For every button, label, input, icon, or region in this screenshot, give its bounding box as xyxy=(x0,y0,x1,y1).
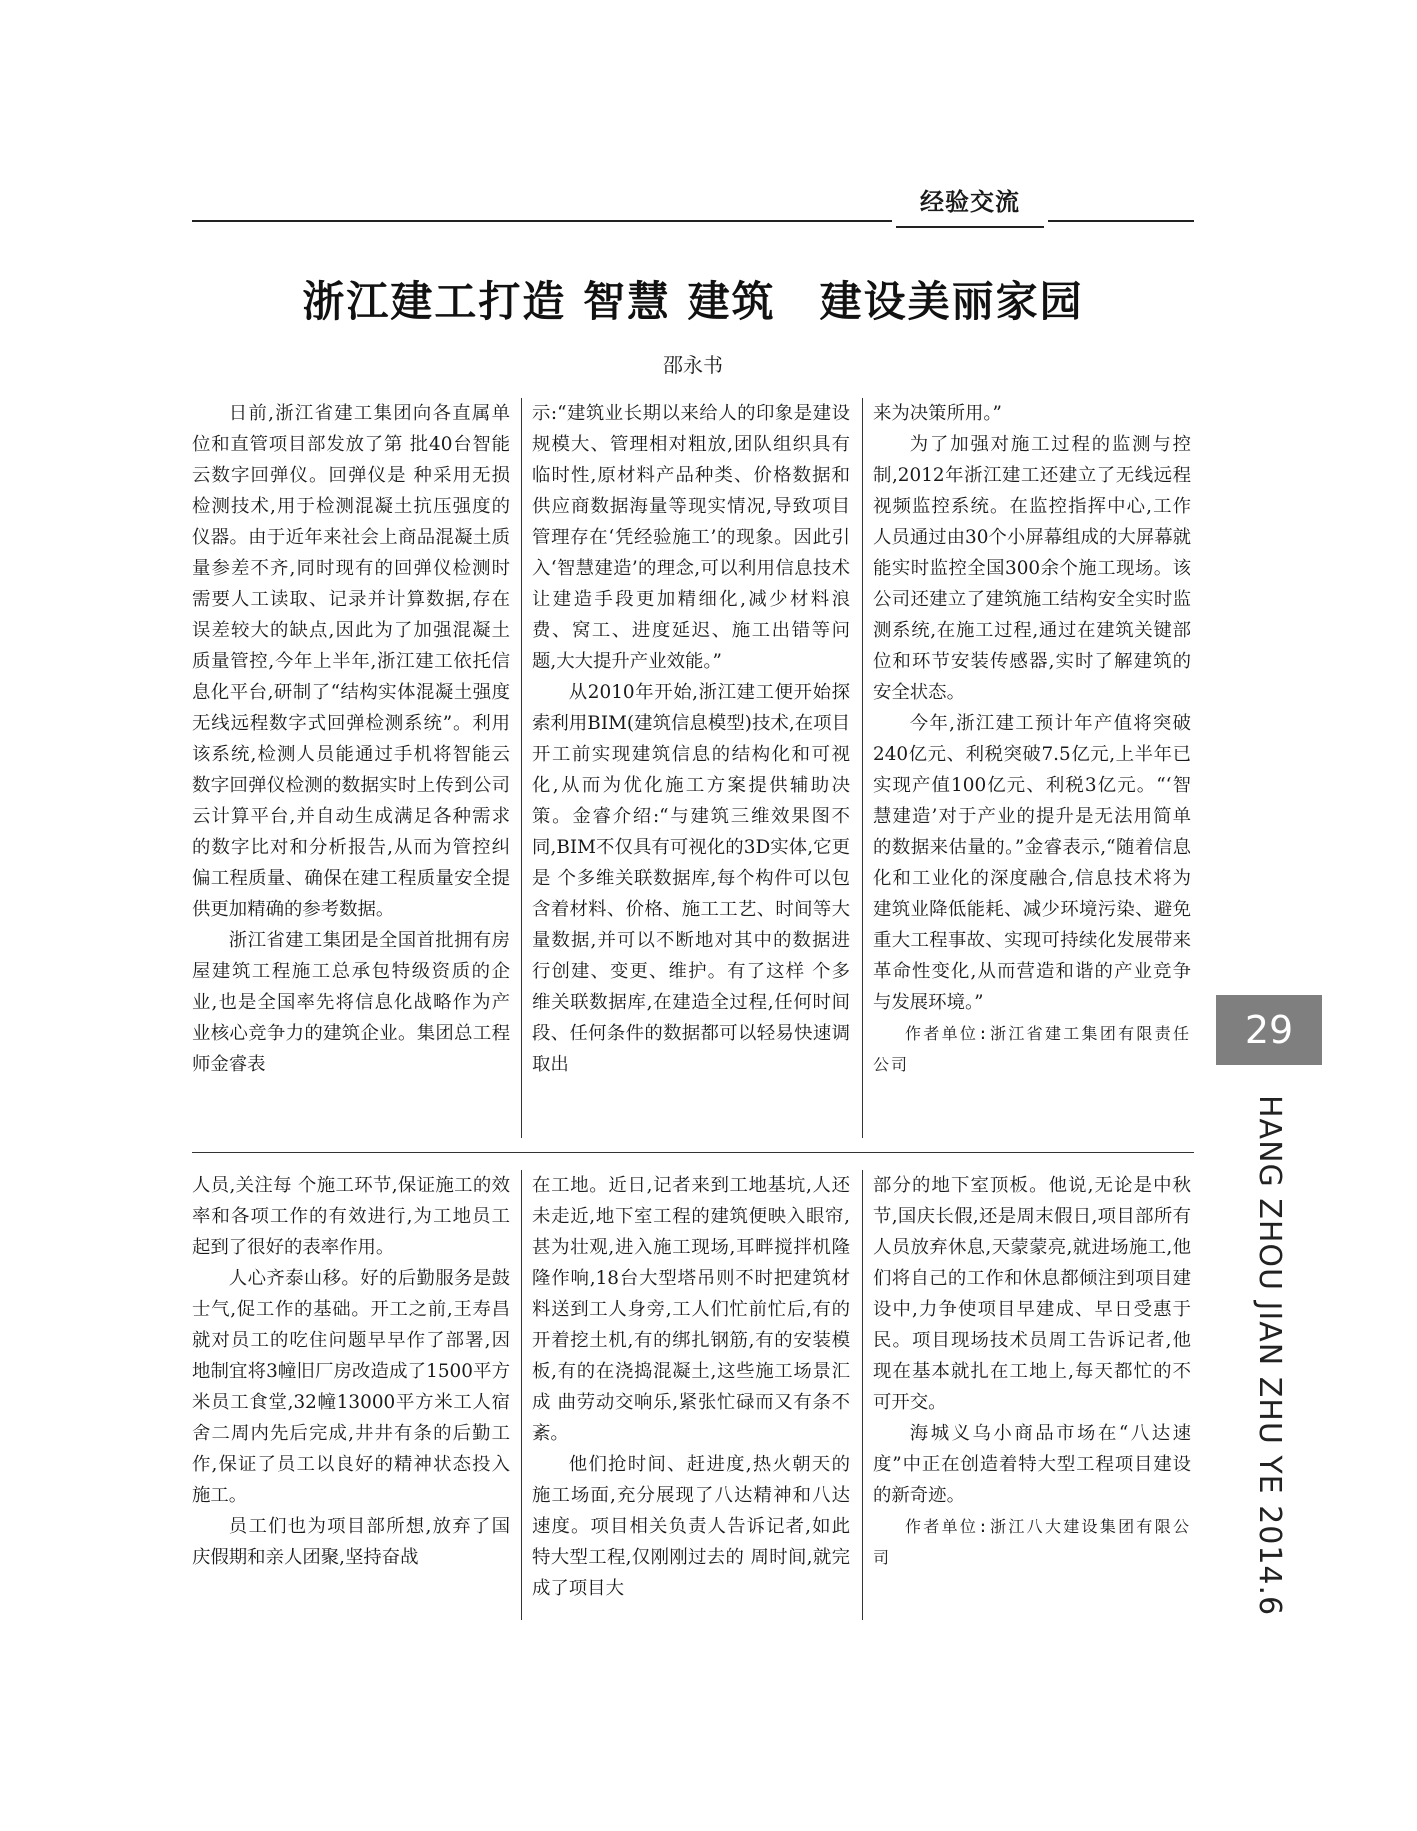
article1-column-1 xyxy=(192,398,510,1138)
paragraph: 示:“建筑业长期以来给人的印象是建设规模大、管理相对粗放,团队组织具有临时性,原材料产品种类、价格数据和供应商数据海量等现实情况,导致项目管理存在‘凭经验施工’的现象。因此引入‘智慧建造’的理念,可以利用信息技术让建造手段更加精细化,减少材料浪费、窝工、进度延迟、施工出错等问题,大大提升产业效能。” xyxy=(532,403,850,672)
column-divider xyxy=(862,1170,863,1620)
paragraph: 日前,浙江省建工集团向各直属单位和直管项目部发放了第 批40台智能云数字回弹仪。回弹仪是 种采用无损检测技术,用于检测混凝土抗压强度的仪器。由于近年来社会上商品混凝土质量参差不齐,同时现有的回弹仪检测时需要人工读取、记录并计算数据,存在误差较大的缺点,因此为了加强混凝土质量管控,今年上半年,浙江建工依托信息化平台,研制了“结构实体混凝土强度无线远程数字式回弹检测系统”。利用该系统,检测人员能通过手机将智能云数字回弹仪检测的数据实时上传到公司云计算平台,并自动生成满足各种需求的数字比对和分析报告,从而为管控纠偏工程质量、确保在建工程质量安全提供更加精确的参考数据。 xyxy=(192,403,510,920)
paragraph: 部分的地下室顶板。他说,无论是中秋节,国庆长假,还是周末假日,项目部所有人员放弃休息,天蒙蒙亮,就进场施工,他们将自己的工作和休息都倾注到项目建设中,力争使项目早建成、早日受惠于民。项目现场技术员周工告诉记者,他现在基本就扎在工地上,每天都忙的不可开交。 xyxy=(873,1175,1191,1413)
paragraph: 他们抢时间、赶进度,热火朝天的施工场面,充分展现了八达精神和八达速度。项目相关负责人告诉记者,如此特大型工程,仅刚刚过去的 周时间,就完成了项目大 xyxy=(532,1454,850,1599)
paragraph: 人员,关注每 个施工环节,保证施工的效率和各项工作的有效进行,为工地员工起到了很好的表率作用。 xyxy=(192,1175,510,1258)
section-label: 经验交流 xyxy=(896,184,1044,228)
paragraph: 浙江省建工集团是全国首批拥有房屋建筑工程施工总承包特级资质的企业,也是全国率先将信息化战略作为产业核心竞争力的建筑企业。集团总工程师金睿表 xyxy=(192,930,510,1075)
page-number: 29 xyxy=(1216,995,1322,1065)
column-divider xyxy=(521,398,522,1138)
article2-column-2 xyxy=(532,1170,850,1620)
column-divider xyxy=(862,398,863,1138)
author-affiliation: 作者单位:浙江八大建设集团有限公司 xyxy=(873,1517,1191,1567)
journal-name-vertical xyxy=(1216,1095,1322,1615)
article1-column-3 xyxy=(873,398,1191,1138)
column-divider xyxy=(521,1170,522,1620)
paragraph: 在工地。近日,记者来到工地基坑,人还未走近,地下室工程的建筑便映入眼帘,甚为壮观,进入施工现场,耳畔搅拌机隆隆作响,18台大型塔吊则不时把建筑材料送到工人身旁,工人们忙前忙后,有的开着挖土机,有的绑扎钢筋,有的安装模板,有的在浇捣混凝土,这些施工场景汇成 曲劳动交响乐,紧张忙碌而又有条不紊。 xyxy=(532,1175,850,1444)
author-affiliation: 作者单位:浙江省建工集团有限责任公司 xyxy=(873,1024,1191,1074)
paragraph: 今年,浙江建工预计年产值将突破240亿元、利税突破7.5亿元,上半年已实现产值100亿元、利税3亿元。“‘智慧建造’对于产业的提升是无法用简单的数据来估量的。”金睿表示,“随着信息化和工业化的深度融合,信息技术将为建筑业降低能耗、减少环境污染、避免重大工程事故、实现可持续化发展带来革命性变化,从而营造和谐的产业竞争与发展环境。” xyxy=(873,713,1191,1013)
article-divider xyxy=(192,1152,1194,1153)
header-rule-left xyxy=(192,220,892,222)
article-title: 浙江建工打造 智慧 建筑 建设美丽家园 xyxy=(302,277,1084,326)
paragraph: 来为决策所用。” xyxy=(873,403,1002,424)
paragraph: 人心齐泰山移。好的后勤服务是鼓士气,促工作的基础。开工之前,王寿昌就对员工的吃住问题早早作了部署,因地制宜将3幢旧厂房改造成了1500平方米员工食堂,32幢13000平方米工人宿舍二周内先后完成,井井有条的后勤工作,保证了员工以良好的精神状态投入施工。 xyxy=(192,1268,510,1506)
paragraph: 员工们也为项目部所想,放弃了国庆假期和亲人团聚,坚持奋战 xyxy=(192,1516,510,1568)
paragraph: 海城义乌小商品市场在“八达速度”中正在创造着特大型工程项目建设的新奇迹。 xyxy=(873,1423,1191,1506)
header-rule-right xyxy=(1048,220,1194,222)
article2-column-1 xyxy=(192,1170,510,1620)
paragraph: 从2010年开始,浙江建工便开始探索利用BIM(建筑信息模型)技术,在项目开工前实现建筑信息的结构化和可视化,从而为优化施工方案提供辅助决策。金睿介绍:“与建筑三维效果图不同,BIM不仅具有可视化的3D实体,它更是 个多维关联数据库,每个构件可以包含着材料、价格、施工工艺、时间等大量数据,并可以不断地对其中的数据进行创建、变更、维护。有了这样 个多维关联数据库,在建造全过程,任何时间段、任何条件的数据都可以轻易快速调取出 xyxy=(532,682,850,1075)
article1-column-2 xyxy=(532,398,850,1138)
article2-column-3 xyxy=(873,1170,1191,1620)
article-author: 邵永书 xyxy=(663,353,723,377)
paragraph: 为了加强对施工过程的监测与控制,2012年浙江建工还建立了无线远程视频监控系统。在监控指挥中心,工作人员通过由30个小屏幕组成的大屏幕就能实时监控全国300余个施工现场。该公司还建立了建筑施工结构安全实时监测系统,在施工过程,通过在建筑关键部位和环节安装传感器,实时了解建筑的安全状态。 xyxy=(873,434,1191,703)
journal-name: HANG ZHOU JIAN ZHU YE 2014.6 xyxy=(1252,1095,1287,1617)
